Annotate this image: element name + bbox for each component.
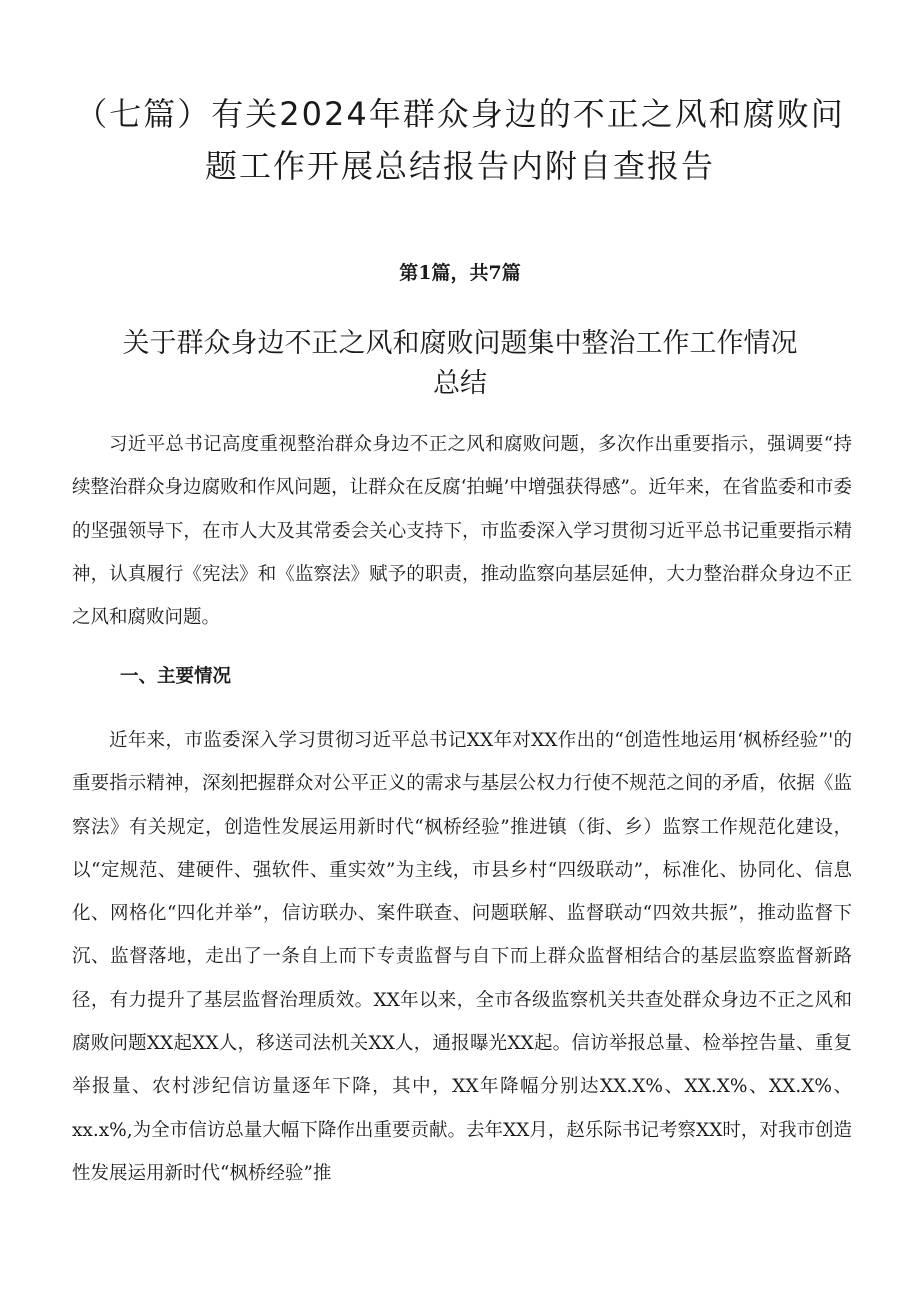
document-title: （七篇）有关2024年群众身边的不正之风和腐败问题工作开展总结报告内附自查报告 xyxy=(75,95,845,185)
part-label: 第1篇，共7篇 xyxy=(399,262,521,284)
section-heading: 一、主要情况 xyxy=(120,666,232,687)
body-paragraph: 近年来，市监委深入学习贯彻习近平总书记XX年对XX作出的“创造性地运用‘枫桥经验”'的重要指示精神，深刻把握群众对公平正义的需求与基层公权力行使不规范之间的矛盾，依据《监察法》有关规定，创造性发展运用新时代“枫桥经验”推进镇（街、乡）监察工作规范化建设，以“定规范、建硬件、强软件、重实效”为主线，市县乡村“四级联动”，标准化、协同化、信息化、网格化“四化并举”，信访联办、案件联查、问题联解、监督联动“四效共振”，推动监督下沉、监督落地，走出了一条自上而下专责监督与自下而上群众监督相结合的基层监察监督新路径，有力提升了基层监督治理质效。XX年以来，全市各级监察机关共查处群众身边不正之风和腐败问题XX起XX人，移送司法机关XX人，通报曝光XX起。信访举报总量、检举控告量、重复举报量、农村涉纪信访量逐年下降，其中，XX年降幅分别达XX.X%、XX.X%、XX.X%、xx.x%,为全市信访总量大幅下降作出重要贡献。去年XX月，赵乐际书记考察XX时，对我市创造性发展运用新时代“枫桥经验”推 xyxy=(72,730,852,1184)
body-paragraph: 习近平总书记高度重视整治群众身边不正之风和腐败问题，多次作出重要指示，强调要“持续整治群众身边腐败和作风问题，让群众在反腐‘拍蝇’中增强获得感”。近年来，在省监委和市委的坚强领导下，在市人大及其常委会关心支持下，市监委深入学习贯彻习近平总书记重要指示精神，认真履行《宪法》和《监察法》赋予的职责，推动监察向基层延伸，大力整治群众身边不正之风和腐败问题。 xyxy=(72,434,852,629)
section-title: 关于群众身边不正之风和腐败问题集中整治工作工作情况总结 xyxy=(122,328,798,399)
